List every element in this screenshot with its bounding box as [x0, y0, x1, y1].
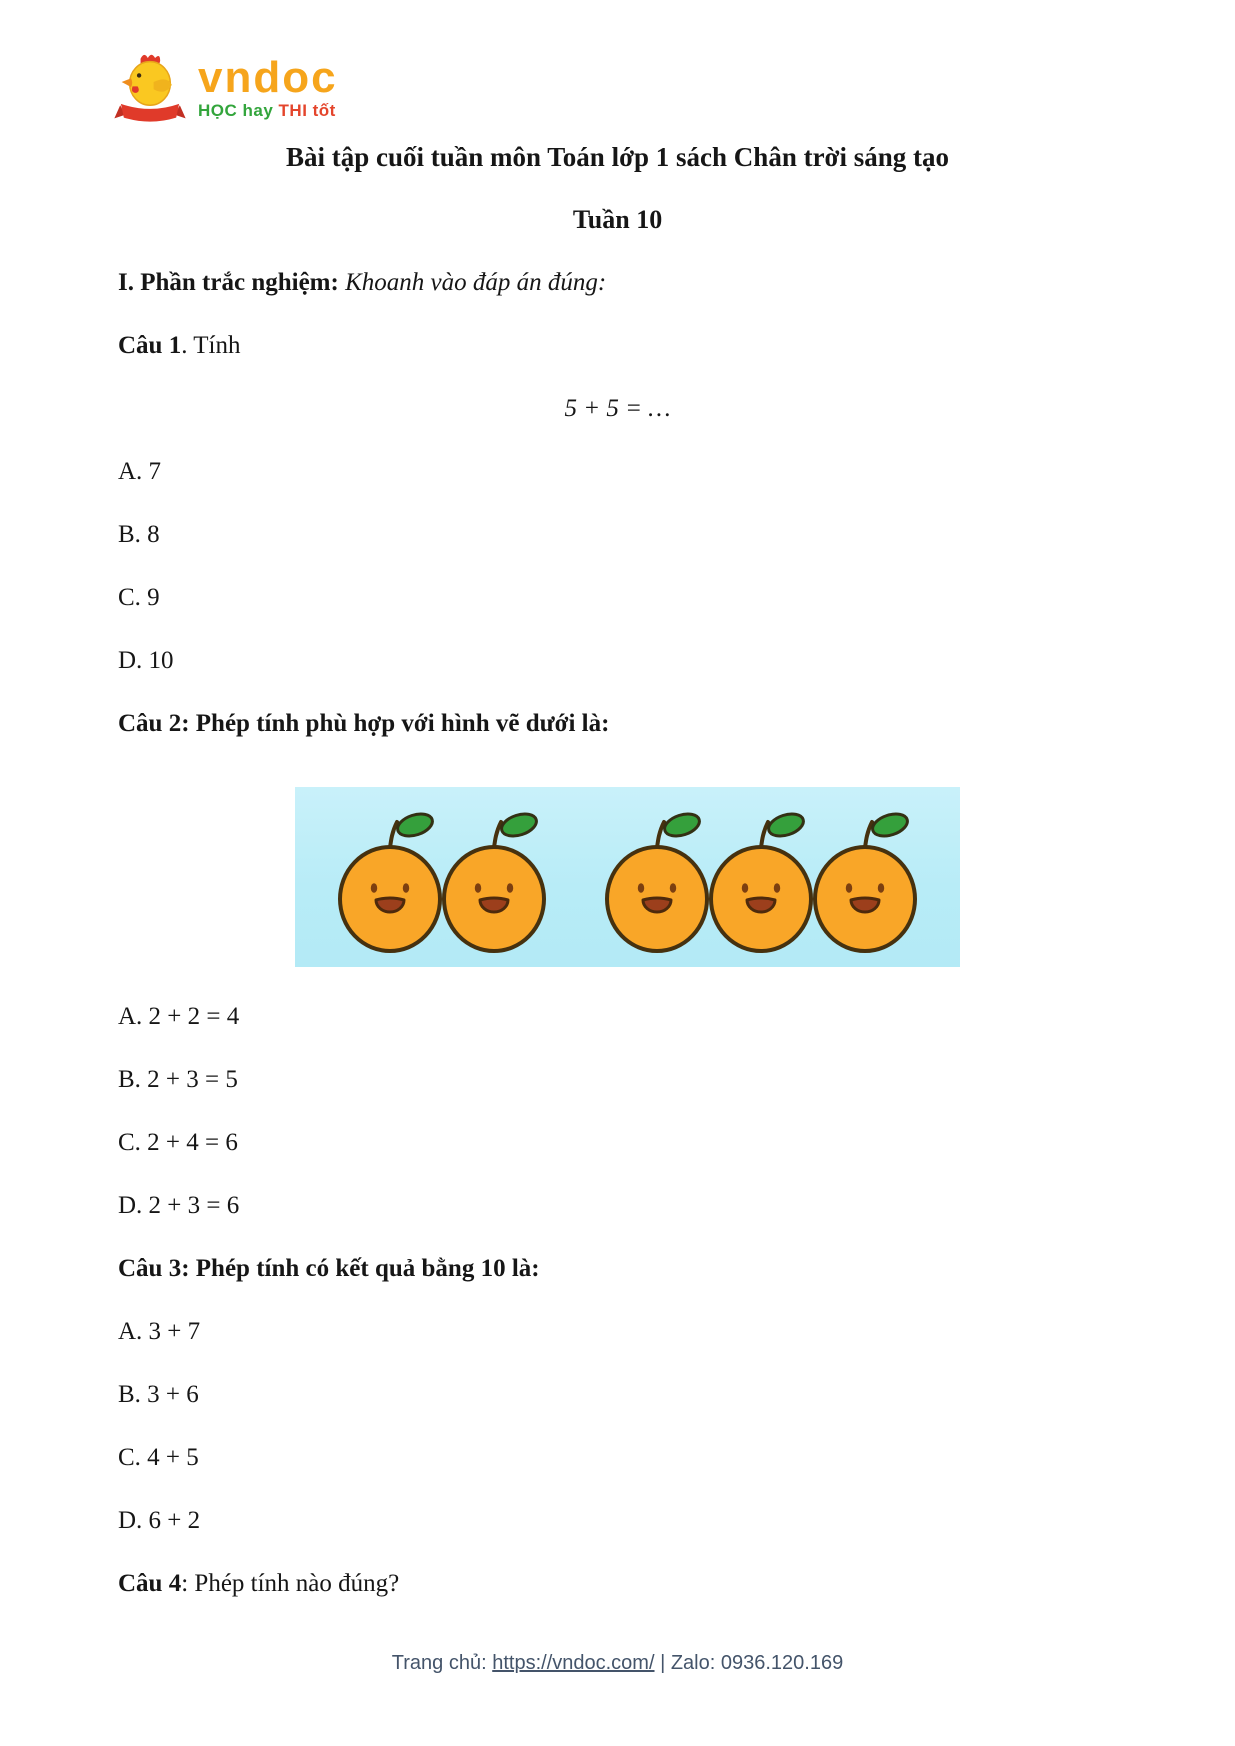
oranges-group-right: [598, 800, 924, 955]
q1-equation: 5 + 5 = …: [564, 395, 671, 422]
section-heading-italic: Khoanh vào đáp án đúng:: [338, 269, 607, 296]
q2-option-b: B. 2 + 3 = 5: [118, 1066, 238, 1093]
q3-option-a: A. 3 + 7: [118, 1318, 201, 1345]
vndoc-logo: [110, 50, 338, 130]
oranges-group-left: [331, 800, 553, 955]
q4-heading: [118, 1569, 1117, 1599]
q1-option-d: D. 10: [118, 647, 174, 674]
q2-option-c: C. 2 + 4 = 6: [118, 1129, 238, 1156]
oranges-illustration: [295, 787, 960, 967]
section-heading-bold: I. Phần trắc nghiệm:: [118, 269, 339, 296]
section-heading: [118, 268, 1117, 298]
q1-option-a: A. 7: [118, 458, 162, 485]
logo-tagline: [198, 100, 338, 122]
logo-tagline-thi: THI tốt: [278, 101, 336, 120]
worksheet-title: Bài tập cuối tuần môn Toán lớp 1 sách Chân trời sáng tạo: [285, 142, 950, 172]
orange-icon: [598, 800, 716, 955]
q2-option-a: A. 2 + 2 = 4: [118, 1003, 240, 1030]
q1-heading-rest: . Tính: [181, 332, 241, 359]
q4-heading-rest: : Phép tính nào đúng?: [181, 1570, 400, 1597]
q4-label: Câu 4: [118, 1570, 182, 1597]
orange-icon: [435, 800, 553, 955]
q2-heading: Câu 2: Phép tính phù hợp với hình vẽ dưới là:: [118, 710, 610, 737]
logo-brand: vndoc: [198, 53, 338, 102]
logo-text: [198, 53, 338, 122]
q1-label: Câu 1: [118, 332, 182, 359]
footer-prefix: Trang chủ:: [391, 1652, 493, 1674]
orange-icon: [702, 800, 820, 955]
homepage-link[interactable]: https://vndoc.com/: [492, 1652, 655, 1674]
chicken-mascot-icon: [110, 50, 190, 130]
q1-heading: [118, 331, 1117, 361]
page-footer: [0, 1650, 1235, 1676]
logo-tagline-hoc: HỌC hay: [198, 101, 274, 120]
q3-option-b: B. 3 + 6: [118, 1381, 199, 1408]
q1-option-c: C. 9: [118, 584, 160, 611]
q3-option-c: C. 4 + 5: [118, 1444, 199, 1471]
q3-option-d: D. 6 + 2: [118, 1507, 201, 1534]
footer-suffix: | Zalo: 0936.120.169: [654, 1652, 844, 1674]
orange-icon: [331, 800, 449, 955]
q1-option-b: B. 8: [118, 521, 160, 548]
q2-option-d: D. 2 + 3 = 6: [118, 1192, 240, 1219]
q3-heading: Câu 3: Phép tính có kết quả bằng 10 là:: [118, 1255, 540, 1282]
orange-icon: [806, 800, 924, 955]
worksheet-week: Tuần 10: [572, 205, 663, 234]
